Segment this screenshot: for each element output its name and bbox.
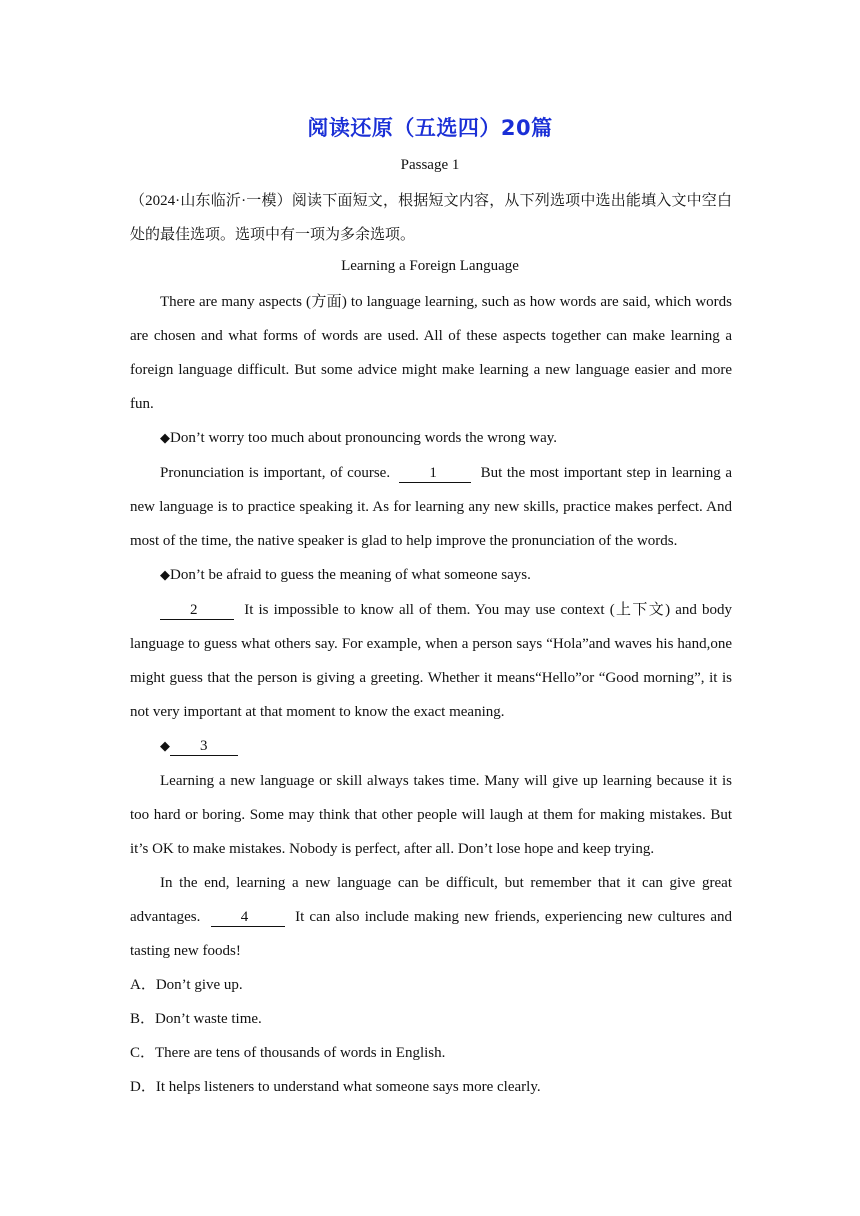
passage-title: Learning a Foreign Language xyxy=(341,258,519,274)
blank-2[interactable]: 2 xyxy=(160,601,234,620)
paragraph-2-start: Pronunciation is important, of course. xyxy=(160,465,391,481)
option-c[interactable] xyxy=(130,1036,732,1070)
paragraph-2 xyxy=(130,456,732,558)
passage-label: Passage 1 xyxy=(400,157,460,173)
paragraph-1: There are many aspects (方面) to language learning, such as how words are said, which words are chosen and what forms of words are used. All of these aspects together can make learning a foreign language difficult. But some advice might make learning a new language easier and more fun. xyxy=(130,294,732,412)
paragraph-5 xyxy=(130,866,732,968)
paragraph-5-end: It can also include making new friends, experiencing new cultures and tasting new foods! xyxy=(130,909,733,959)
paragraph-2-end: But the most important step in learning a new language is to practice speaking it. As for learning any new skills, practice makes perfect. And most of the time, the native speaker is glad to help improve the pronunciation of the words. xyxy=(130,465,732,549)
instructions: （2024·山东临沂·一模）阅读下面短文，根据短文内容，从下列选项中选出能填入文中空白处的最佳选项。选项中有一项为多余选项。 xyxy=(130,193,732,243)
heading-1-text: Don’t worry too much about pronouncing words the wrong way. xyxy=(170,430,558,446)
heading-2 xyxy=(130,558,732,593)
option-text: Don’t give up. xyxy=(155,977,243,993)
document-title: 阅读还原（五选四）20篇 xyxy=(307,116,553,140)
option-a[interactable] xyxy=(130,968,732,1002)
option-text: It helps listeners to understand what someone says more clearly. xyxy=(155,1079,541,1095)
option-text: There are tens of thousands of words in English. xyxy=(155,1045,446,1061)
paragraph-3 xyxy=(130,593,732,729)
blank-3[interactable]: 3 xyxy=(170,737,238,756)
heading-3 xyxy=(130,729,732,764)
heading-2-text: Don’t be afraid to guess the meaning of what someone says. xyxy=(170,567,531,583)
paragraph-4: Learning a new language or skill always takes time. Many will give up learning because it is too hard or boring. Some may think that other people will laugh at them for making mistakes. But it’s OK to make mistakes. Nobody is perfect, after all. Don’t lose hope and keep trying. xyxy=(130,773,732,857)
paragraph-3-text: It is impossible to know all of them. You may use context (上下文) and body language to guess what others say. For example, when a person says “Hola”and waves his hand,one might guess that the person is giving a greeting. Whether it means“Hello”or “Good morning”, it is not very important at that moment to know the exact meaning. xyxy=(130,602,733,720)
option-letter: A． xyxy=(130,977,156,993)
instructions-block xyxy=(130,184,732,252)
blank-1[interactable]: 1 xyxy=(399,464,471,483)
heading-1 xyxy=(130,421,732,456)
option-letter: D． xyxy=(130,1079,156,1095)
diamond-bullet-icon: ◆ xyxy=(160,431,170,446)
option-text: Don’t waste time. xyxy=(155,1011,262,1027)
option-d[interactable] xyxy=(130,1070,732,1104)
passage-body xyxy=(130,285,732,1104)
blank-4[interactable]: 4 xyxy=(211,908,285,927)
option-letter: C． xyxy=(130,1045,156,1061)
paragraph-5-start: In the end, learning a new language can be difficult, but remember that it can give great advantages. xyxy=(130,875,732,925)
option-letter: B． xyxy=(130,1011,156,1027)
option-b[interactable] xyxy=(130,1002,732,1036)
diamond-bullet-icon: ◆ xyxy=(160,568,170,583)
diamond-bullet-icon: ◆ xyxy=(160,739,170,754)
